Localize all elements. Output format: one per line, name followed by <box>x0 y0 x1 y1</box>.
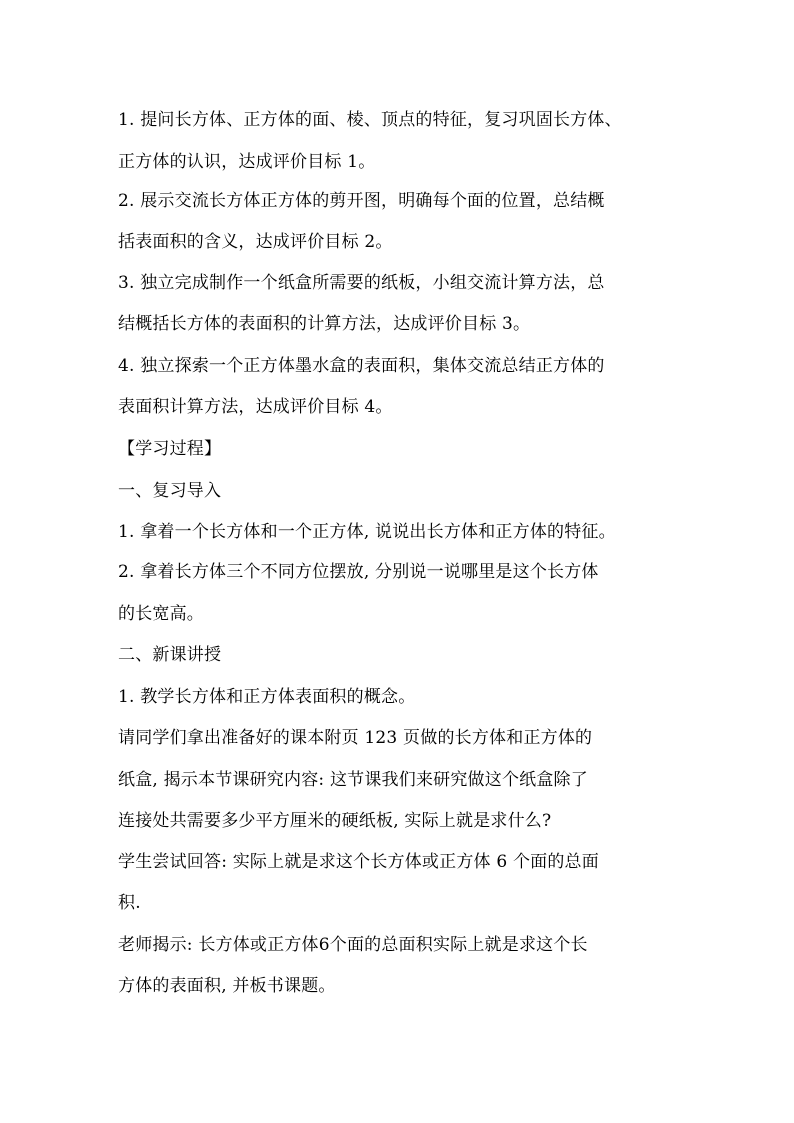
text-line-15: 1. 教学长方体和正方体表面积的概念。 <box>118 687 416 707</box>
text-line-19: 学生尝试回答: 实际上就是求这个长方体或正方体 6 个面的总面 <box>118 852 599 872</box>
text-line-20: 积. <box>118 893 141 913</box>
text-line-13: 的长宽高。 <box>118 604 204 624</box>
text-line-2: 正方体的认识，达成评价目标 1。 <box>118 152 376 172</box>
text-line-22: 方体的表面积, 并板书课题。 <box>118 976 336 996</box>
text-line-11: 1. 拿着一个长方体和一个正方体, 说说出长方体和正方体的特征。 <box>118 522 616 542</box>
text-line-12: 2. 拿着长方体三个不同方位摆放, 分别说一说哪里是这个长方体 <box>118 562 599 582</box>
section-heading-new-lesson: 二、新课讲授 <box>118 645 222 665</box>
section-heading-learning-process: 【学习过程】 <box>118 439 222 459</box>
text-line-8: 表面积计算方法，达成评价目标 4。 <box>118 397 393 417</box>
text-line-5: 3. 独立完成制作一个纸盒所需要的纸板，小组交流计算方法，总 <box>118 273 605 293</box>
text-line-3: 2. 展示交流长方体正方体的剪开图，明确每个面的位置，总结概 <box>118 191 605 211</box>
text-line-4: 括表面积的含义，达成评价目标 2。 <box>118 232 393 252</box>
text-line-16: 请同学们拿出准备好的课本附页 123 页做的长方体和正方体的 <box>118 728 593 748</box>
text-line-7: 4. 独立探索一个正方体墨水盒的表面积，集体交流总结正方体的 <box>118 356 605 376</box>
text-line-6: 结概括长方体的表面积的计算方法，达成评价目标 3。 <box>118 314 531 334</box>
text-line-1: 1. 提问长方体、正方体的面、棱、顶点的特征，复习巩固长方体、 <box>118 110 622 130</box>
text-line-21: 老师揭示: 长方体或正方体6个面的总面积实际上就是求这个长 <box>118 935 588 955</box>
text-line-18: 连接处共需要多少平方厘米的硬纸板, 实际上就是求什么? <box>118 811 552 831</box>
section-heading-review: 一、复习导入 <box>118 481 222 501</box>
text-line-17: 纸盒, 揭示本节课研究内容: 这节课我们来研究做这个纸盒除了 <box>118 770 588 790</box>
